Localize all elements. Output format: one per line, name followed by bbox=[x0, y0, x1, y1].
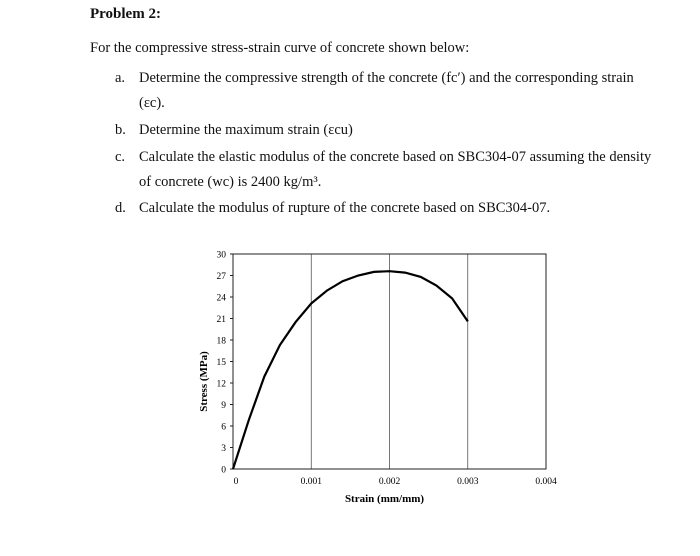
item-a-line-1: Determine the compressive strength of the concrete (fc′) and the corresponding strain bbox=[139, 70, 634, 86]
y-tick-label: 18 bbox=[216, 336, 226, 347]
x-tick-label: 0.003 bbox=[457, 477, 479, 487]
item-a-letter: a. bbox=[115, 70, 126, 86]
problem-intro: For the compressive stress-strain curve of concrete shown below: bbox=[90, 40, 470, 56]
item-c-letter: c. bbox=[115, 149, 126, 165]
y-axis-label: Stress (MPa) bbox=[198, 351, 210, 412]
y-tick-label: 21 bbox=[216, 315, 226, 325]
y-tick-label: 6 bbox=[221, 422, 226, 433]
y-tick-label: 15 bbox=[216, 358, 226, 368]
x-tick-label: 0.004 bbox=[535, 477, 557, 487]
x-tick-label: 0 bbox=[233, 477, 239, 487]
x-tick-label: 0.001 bbox=[300, 477, 322, 487]
x-tick-label: 0.002 bbox=[378, 477, 401, 487]
x-axis-label: Strain (mm/mm) bbox=[344, 493, 425, 505]
item-c-line-1: Calculate the elastic modulus of the concrete based on SBC304-07 assuming the density bbox=[139, 149, 652, 165]
item-a-line-2: (εc). bbox=[139, 95, 165, 111]
y-tick-label: 9 bbox=[221, 401, 226, 411]
y-tick-label: 24 bbox=[216, 293, 226, 304]
y-tick-label: 27 bbox=[216, 272, 226, 282]
stress-strain-curve bbox=[233, 271, 468, 469]
item-d-letter: d. bbox=[115, 200, 126, 216]
item-b-line-1: Determine the maximum strain (εcu) bbox=[139, 122, 353, 138]
item-b-letter: b. bbox=[115, 122, 126, 138]
grid-layer bbox=[233, 254, 546, 469]
item-d-line-1: Calculate the modulus of rupture of the concrete based on SBC304-07. bbox=[139, 200, 551, 216]
y-tick-label: 30 bbox=[216, 250, 226, 261]
y-tick-label: 3 bbox=[221, 444, 226, 454]
y-tick-label: 12 bbox=[216, 379, 226, 390]
item-c-line-2: of concrete (wc) is 2400 kg/m³. bbox=[139, 174, 322, 190]
y-tick-label: 0 bbox=[221, 465, 226, 476]
problem-title: Problem 2: bbox=[90, 6, 161, 22]
